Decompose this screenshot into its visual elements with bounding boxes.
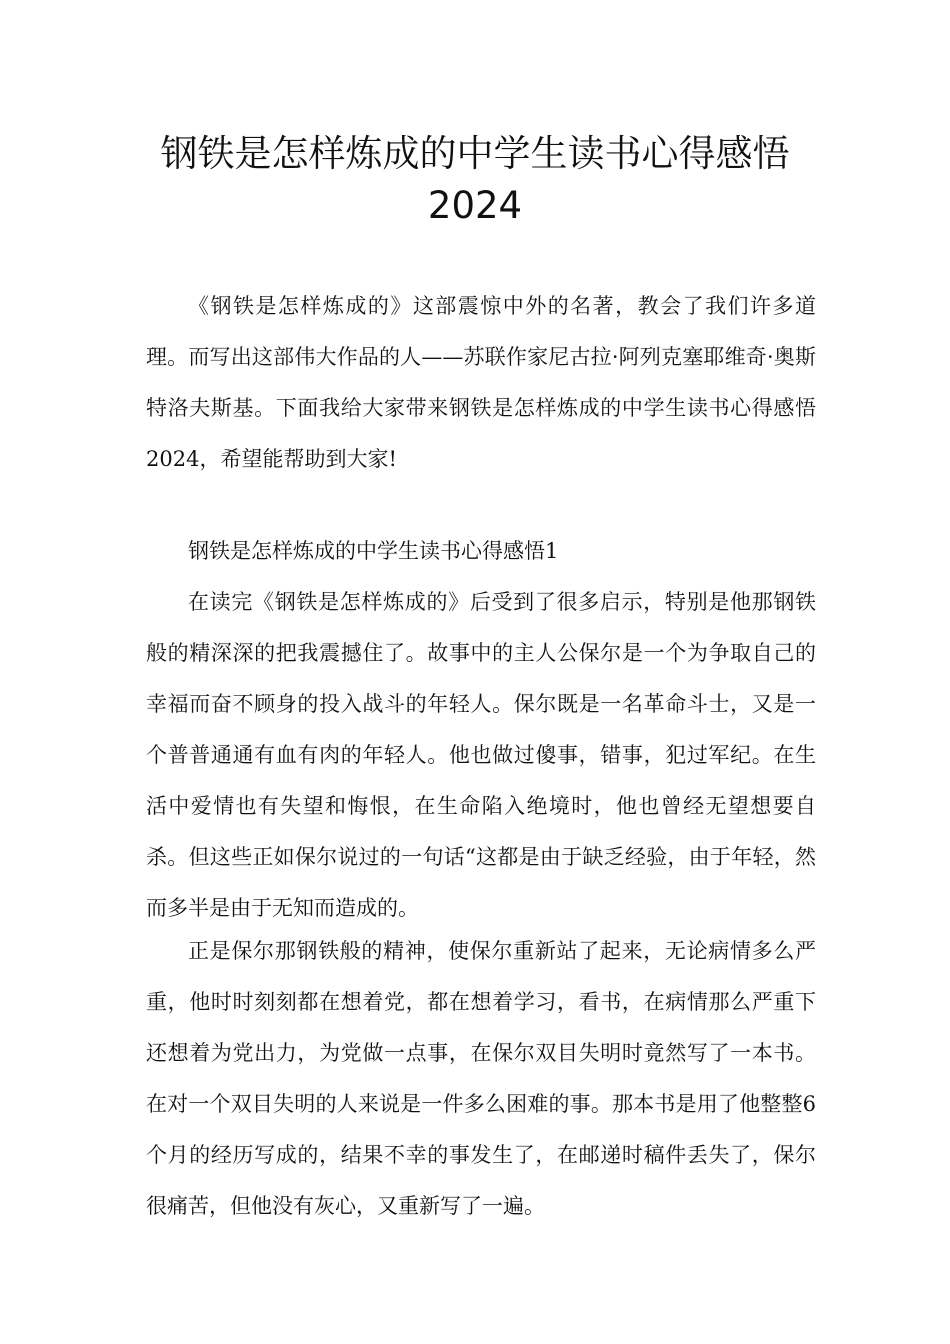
section-heading: 钢铁是怎样炼成的中学生读书心得感悟1 <box>188 539 559 563</box>
title-line-2: 2024 <box>427 184 523 227</box>
body-paragraph-2: 正是保尔那钢铁般的精神，使保尔重新站了起来，无论病情多么严重，他时时刻刻都在想着党，都在想着学习，看书，在病情那么严重下还想着为党出力，为党做一点事，在保尔双目失明时竟然写了一本书。在对一个双目失明的人来说是一件多么困难的事。那本书是用了他整整6个月的经历写成的，结果不幸的事发生了，在邮递时稿件丢失了，保尔很痛苦，但他没有灰心，又重新写了一遍。 <box>146 939 816 1218</box>
intro-paragraph: 《钢铁是怎样炼成的》这部震惊中外的名著，教会了我们许多道理。而写出这部伟大作品的人——苏联作家尼古拉·阿列克塞耶维奇·奥斯特洛夫斯基。下面我给大家带来钢铁是怎样炼成的中学生读书心得感悟2024，希望能帮助到大家! <box>146 294 816 471</box>
document-title <box>120 128 830 232</box>
title-line-1: 钢铁是怎样炼成的中学生读书心得感悟 <box>160 132 790 175</box>
body-paragraph-1: 在读完《钢铁是怎样炼成的》后受到了很多启示，特别是他那钢铁般的精深深的把我震撼住了。故事中的主人公保尔是一个为争取自己的幸福而奋不顾身的投入战斗的年轻人。保尔既是一名革命斗士，又是一个普普通通有血有肉的年轻人。他也做过傻事，错事，犯过军纪。在生活中爱情也有失望和悔恨，在生命陷入绝境时，他也曾经无望想要自杀。但这些正如保尔说过的一句话“这都是由于缺乏经验，由于年轻，然而多半是由于无知而造成的。 <box>146 590 816 920</box>
